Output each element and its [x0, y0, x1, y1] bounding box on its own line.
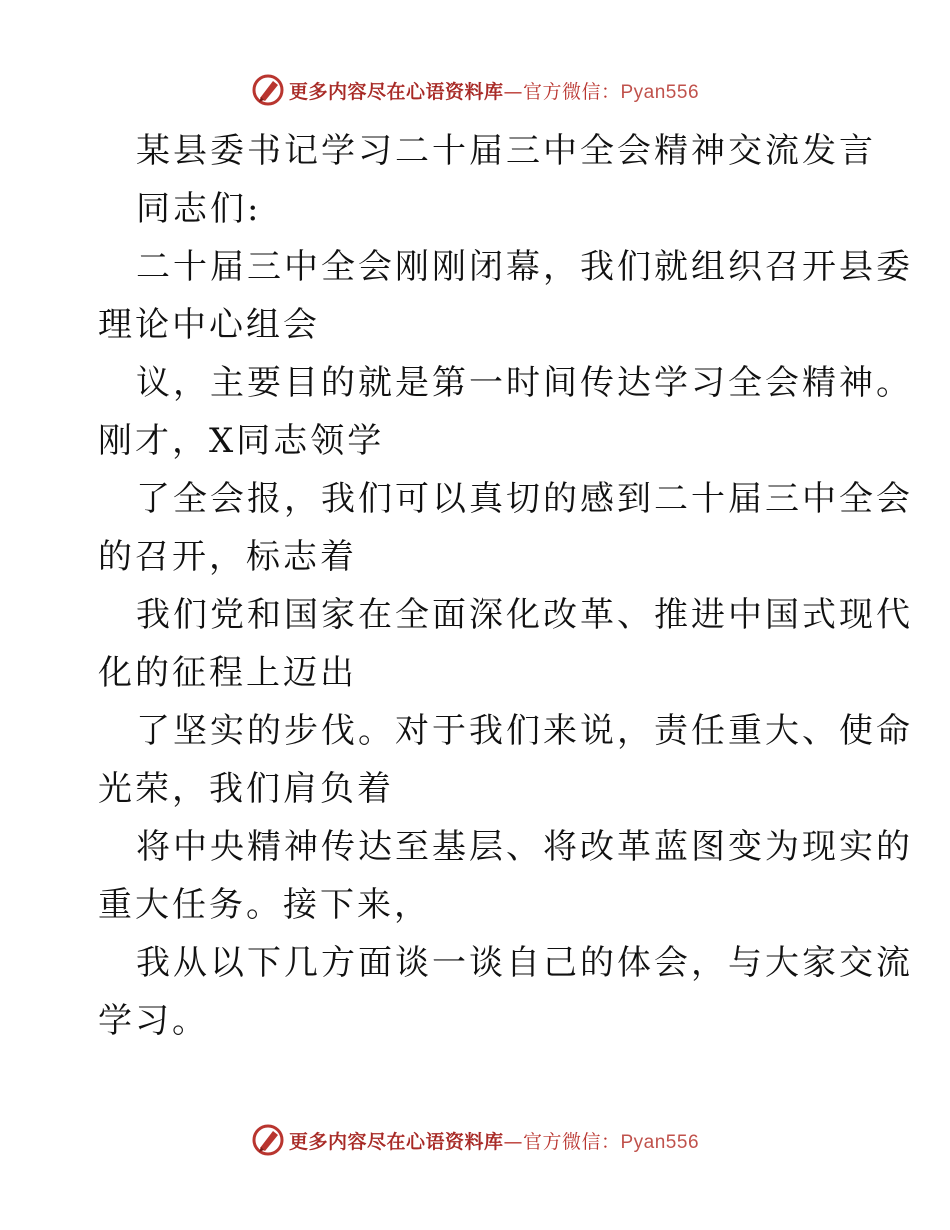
banner-wechat-label: 官方微信： — [522, 1130, 621, 1153]
document-body — [98, 122, 913, 1050]
document-line: 理论中心组会 — [98, 305, 320, 345]
document-line: 将中央精神传达至基层、将改革蓝图变为现实的 — [136, 827, 913, 867]
pen-logo-icon — [251, 1123, 285, 1157]
footer-watermark-banner — [0, 1120, 950, 1160]
document-line: 我从以下几方面谈一谈自己的体会，与大家交流 — [136, 943, 913, 983]
pen-logo-icon — [251, 73, 285, 107]
header-watermark-banner — [0, 70, 950, 110]
document-line: 了坚实的步伐。对于我们来说，责任重大、使命 — [136, 711, 913, 751]
banner-text — [289, 77, 699, 104]
document-line: 了全会报，我们可以真切的感到二十届三中全会 — [136, 479, 913, 519]
banner-site-name: 更多内容尽在心语资料库 — [288, 80, 504, 103]
document-line: 二十届三中全会刚刚闭幕，我们就组织召开县委 — [136, 247, 913, 287]
document-line: 刚才，X同志领学 — [98, 421, 385, 461]
banner-dash: — — [503, 80, 523, 103]
banner-text — [289, 1127, 699, 1154]
banner-dash: — — [503, 1130, 523, 1153]
banner-wechat-id: Pyan556 — [620, 1131, 700, 1153]
document-line: 学习。 — [98, 1001, 209, 1041]
document-line: 光荣，我们肩负着 — [98, 769, 394, 809]
document-line: 重大任务。接下来， — [98, 885, 431, 925]
banner-site-name: 更多内容尽在心语资料库 — [288, 1130, 504, 1153]
document-line: 化的征程上迈出 — [98, 653, 357, 693]
banner-wechat-label: 官方微信： — [522, 80, 621, 103]
document-line: 同志们: — [136, 189, 262, 229]
document-line: 我们党和国家在全面深化改革、推进中国式现代 — [136, 595, 913, 635]
document-title: 某县委书记学习二十届三中全会精神交流发言 — [136, 131, 876, 171]
document-line: 的召开，标志着 — [98, 537, 357, 577]
document-line: 议，主要目的就是第一时间传达学习全会精神。 — [136, 363, 913, 403]
banner-wechat-id: Pyan556 — [620, 81, 700, 103]
